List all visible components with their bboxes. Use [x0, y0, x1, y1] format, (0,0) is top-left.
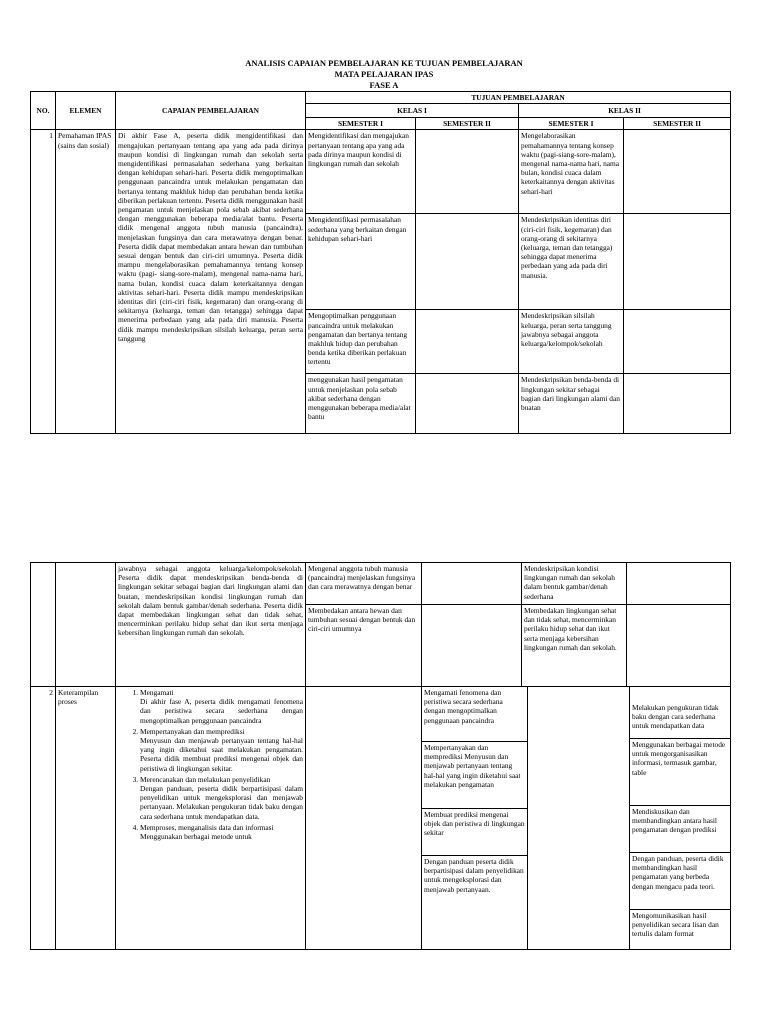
analysis-table-page-1	[30, 91, 731, 434]
step-desc: Di akhir fase A, peserta didik mengamati fenomena dan peristiwa secara sederhana dengan mengoptimalkan penggunaan pancaindra	[140, 697, 303, 725]
row-elemen-empty	[56, 563, 116, 687]
col-header-k2-sem2: SEMESTER II	[624, 118, 731, 130]
process-steps-list	[118, 688, 303, 841]
row-elemen: Pemahaman IPAS (sains dan sosial)	[56, 130, 116, 434]
tp-k2s1-item: Mendeskripsikan silsilah keluarga, peran serta tanggung jawabnya sebagai anggota keluarga/kelompok/sekolah	[519, 310, 624, 374]
row-number: 1	[31, 130, 56, 434]
row-number: 2	[31, 687, 56, 950]
step-title: Merencanakan dan melakukan penyelidikan	[140, 774, 271, 784]
tp-k2s2-empty	[627, 563, 731, 605]
tp-k2s2-item: Mendiskusikan dan membandingkan antara hasil pengamatan dengan prediksi	[630, 806, 730, 853]
col-header-kelas-1: KELAS I	[306, 104, 519, 118]
step-title: Memproses, menganalisis data dan informasi	[140, 822, 274, 832]
process-step	[140, 727, 303, 773]
tp-k1s2-empty	[416, 374, 519, 434]
tp-k1s2-item: Membuat prediksi mengenai objek dan peristiwa di lingkungan sekitar	[422, 809, 527, 856]
capaian-text-continued: jawabnya sebagai anggota keluarga/kelompok/sekolah. Peserta didik dapat mendeskripsikan benda-benda di lingkungan sekitar sebagai bagian dari lingkungan alami dan buatan, mendeskripsikan kondisi lingkungan rumah dan sekolah dalam bentuk gambar/denah sederhana. Peserta didik dapat membedakan lingkungan sehat dan tidak sehat, mencerminkan perilaku hidup sehat dan ikut serta menjaga kebersihan lingkungan rumah dan sekolah.	[118, 564, 303, 638]
col-header-k1-sem2: SEMESTER II	[416, 118, 519, 130]
row-number-empty	[31, 563, 56, 687]
tp-k2s2-empty	[624, 214, 731, 310]
tp-k1s2-empty	[422, 605, 522, 687]
row-capaian-steps	[116, 687, 306, 950]
tp-k1s1-item: Mengenal anggota tubuh manusia (pancaindra) menjelaskan fungsinya dan cara merawatnya dengan benar	[306, 563, 422, 605]
tp-k2s2-column	[630, 687, 730, 949]
tp-k1s1-item: Mengidentifikasi permasalahan sederhana yang berkaitan dengan kehidupan sehari-hari	[306, 214, 416, 310]
process-step	[140, 775, 303, 821]
tp-k2s1-column-empty	[528, 687, 630, 949]
tp-k2s2-empty	[624, 310, 731, 374]
process-step	[140, 688, 303, 725]
tp-k1s2-item: Dengan panduan peserta didik berpartisipasi dalam penyelidikan untuk mengeksplorasi dan menjawab pertanyaan.	[424, 857, 524, 894]
tp-k2s1-item: Membedakan lingkungan sehat dan tidak sehat, mencerminkan perilaku hidup sehat dan ikut serta menjaga kebersihan lingkungan rumah dan sekolah.	[522, 605, 627, 687]
document-page-2	[0, 495, 768, 1024]
tp-k2s2-item: Melakukan pengukuran tidak baku dengan cara sederhana untuk mendapatkan data	[630, 687, 730, 739]
tp-k1s2-item: Mengamati fenomena dan peristiwa secara sederhana dengan mengoptimalkan penggunaan pancaindra	[422, 687, 527, 742]
tp-k1s1-empty	[306, 687, 422, 950]
tp-k2s2-empty	[624, 374, 731, 434]
tp-k2s2-empty	[624, 130, 731, 214]
tp-k1s2-empty	[416, 130, 519, 214]
col-header-no: NO.	[31, 92, 56, 130]
col-header-tujuan: TUJUAN PEMBELAJARAN	[306, 92, 731, 104]
col-header-elemen: ELEMEN	[56, 92, 116, 130]
tp-k2s1-item: Mengelaborasikan pemahamannya tentang konsep waktu (pagi-siang-sore-malam), mengenal nama-nama hari, nama bulan, kondisi cuaca dalam keterkaitannya dengan aktivitas sehari-hari	[519, 130, 624, 214]
step-desc: Menggunakan berbagai metode untuk	[140, 832, 252, 842]
step-desc: Menyusun dan menjawab pertanyaan tentang hal-hal yang ingin diketahui saat melakukan pengamatan. Peserta didik membuat prediksi mengenai objek dan peristiwa di lingkungan sekitar.	[140, 736, 303, 773]
tp-process-group	[422, 687, 731, 950]
tp-k2s2-item: Menggunakan berbagai metode untuk mengorganisasikan informasi, termasuk gambar, table	[630, 739, 730, 806]
tp-k1s1-item: Mengidentifikasi dan mengajukan pertanyaan tentang apa yang ada pada dirinya maupun kondisi di lingkungan rumah dan sekolah	[306, 130, 416, 214]
step-title: Mengamati	[140, 688, 174, 697]
row-capaian	[116, 130, 306, 434]
tp-k1s1-item: Membedakan antara hewan dan tumbuhan sesuai dengan bentuk dan ciri-ciri umumnya	[306, 605, 422, 687]
col-header-k1-sem1: SEMESTER I	[306, 118, 416, 130]
step-title: Mempertanyakan dan memprediksi	[140, 726, 245, 736]
process-step	[140, 823, 303, 841]
document-page-1	[0, 0, 768, 470]
tp-k1s2-empty	[416, 310, 519, 374]
doc-title: ANALISIS CAPAIAN PEMBELAJARAN KE TUJUAN PEMBELAJARAN	[245, 58, 523, 68]
row-elemen: Keterampilan proses	[56, 687, 116, 950]
col-header-kelas-2: KELAS II	[519, 104, 731, 118]
analysis-table-page-2	[30, 562, 731, 950]
tp-k1s2-empty	[416, 214, 519, 310]
row-capaian-continued	[116, 563, 306, 687]
tp-k1s1-item: menggunakan hasil pengamatan untuk menjelaskan pola sebab akibat sederhana dengan menggunakan beberapa media/alat bantu	[306, 374, 416, 434]
doc-subject: MATA PELAJARAN IPAS	[334, 69, 434, 79]
tp-k1s1-item: Mengoptimalkan penggunaan pancaindra untuk melakukan pengamatan dan bertanya tentang makhluk hidup dan perubahan benda ketika diberikan perlakuan tertentu	[306, 310, 416, 374]
tp-k1s2-item: Mempertanyakan dan memprediksi Menyusun dan menjawab pertanyaan tentang hal-hal yang ingin diketahui saat melakukan pengamatan	[422, 742, 527, 809]
tp-k2s2-item: Dengan panduan, peserta didik membandingkan hasil pengamatan yang berbeda dengan mengacu pada teori.	[630, 853, 730, 910]
tp-k2s1-item: Mendeskripsikan kondisi lingkungan rumah dan sekolah dalam bentuk gambar/denah sederhana	[522, 563, 627, 605]
tp-k1s2-empty	[422, 563, 522, 605]
doc-phase: FASE A	[369, 80, 399, 90]
tp-k2s2-empty	[627, 605, 731, 687]
tp-k1s2-column	[422, 687, 528, 949]
step-desc: Dengan panduan, peserta didik berpartisipasi dalam penyelidikan untuk mengeksplorasi dan menjawab pertanyaan. Melakukan pengukuran tidak baku dengan cara sederhana untuk mendapatkan data.	[140, 784, 303, 821]
tp-k2s2-item: Mengomunikasikan hasil penyelidikan secara lisan dan tertulis dalam format	[632, 911, 719, 939]
capaian-text: Di akhir Fase A, peserta didik mengidentifikasi dan mengajukan pertanyaan tentang apa yang ada pada dirinya maupun kondisi di lingkungan rumah dan sekolah serta mengidentifikasi permasalahan sederhana yang berkaitan dengan kehidupan sehari-hari. Peserta didik mengoptimalkan penggunaan pancaindra untuk melakukan pengamatan dan bertanya tentang makhluk hidup dan perubahan benda ketika diberikan perlakuan tertentu. Peserta didik menggunakan hasil pengamatan untuk menjelaskan pola sebab akibat sederhana dengan menggunakan beberapa media/alat bantu. Peserta didik mengenal anggota tubuh manusia (pancaindra), menjelaskan fungsinya dan cara merawatnya dengan benar. Peserta didik dapat membedakan antara hewan dan tumbuhan sesuai dengan bentuk dan ciri-ciri umumnya. Peserta didik mampu mengelaborasikan pemahamannya tentang konsep waktu (pagi- siang-sore-malam), mengenal nama-nama hari, nama bulan, kondisi cuaca dalam keterkaitannya dengan aktivitas sehari-hari. Peserta didik mampu mendeskripsikan identitas diri (ciri-ciri fisik, kegemaran) dan orang-orang di sekitarnya (keluarga, teman dan tetangga) sehingga dapat menerima perbedaan yang ada pada diri manusia. Peserta didik mampu mendeskripsikan silsilah keluarga, peran serta tanggung	[118, 131, 303, 343]
col-header-k2-sem1: SEMESTER I	[519, 118, 624, 130]
col-header-capaian: CAPAIAN PEMBELAJARAN	[116, 92, 306, 130]
tp-k2s1-item: Mendeskripsikan identitas diri (ciri-ciri fisik, kegemaran) dan orang-orang di sekitarnya (keluarga, teman dan tetangga) sehingga dapat menerima perbedaan yang ada pada diri manusia.	[519, 214, 624, 310]
tp-k2s1-item: Mendeskripsikan benda-benda di lingkungan sekitar sebagai bagian dari lingkungan alami dan buatan	[519, 374, 624, 434]
